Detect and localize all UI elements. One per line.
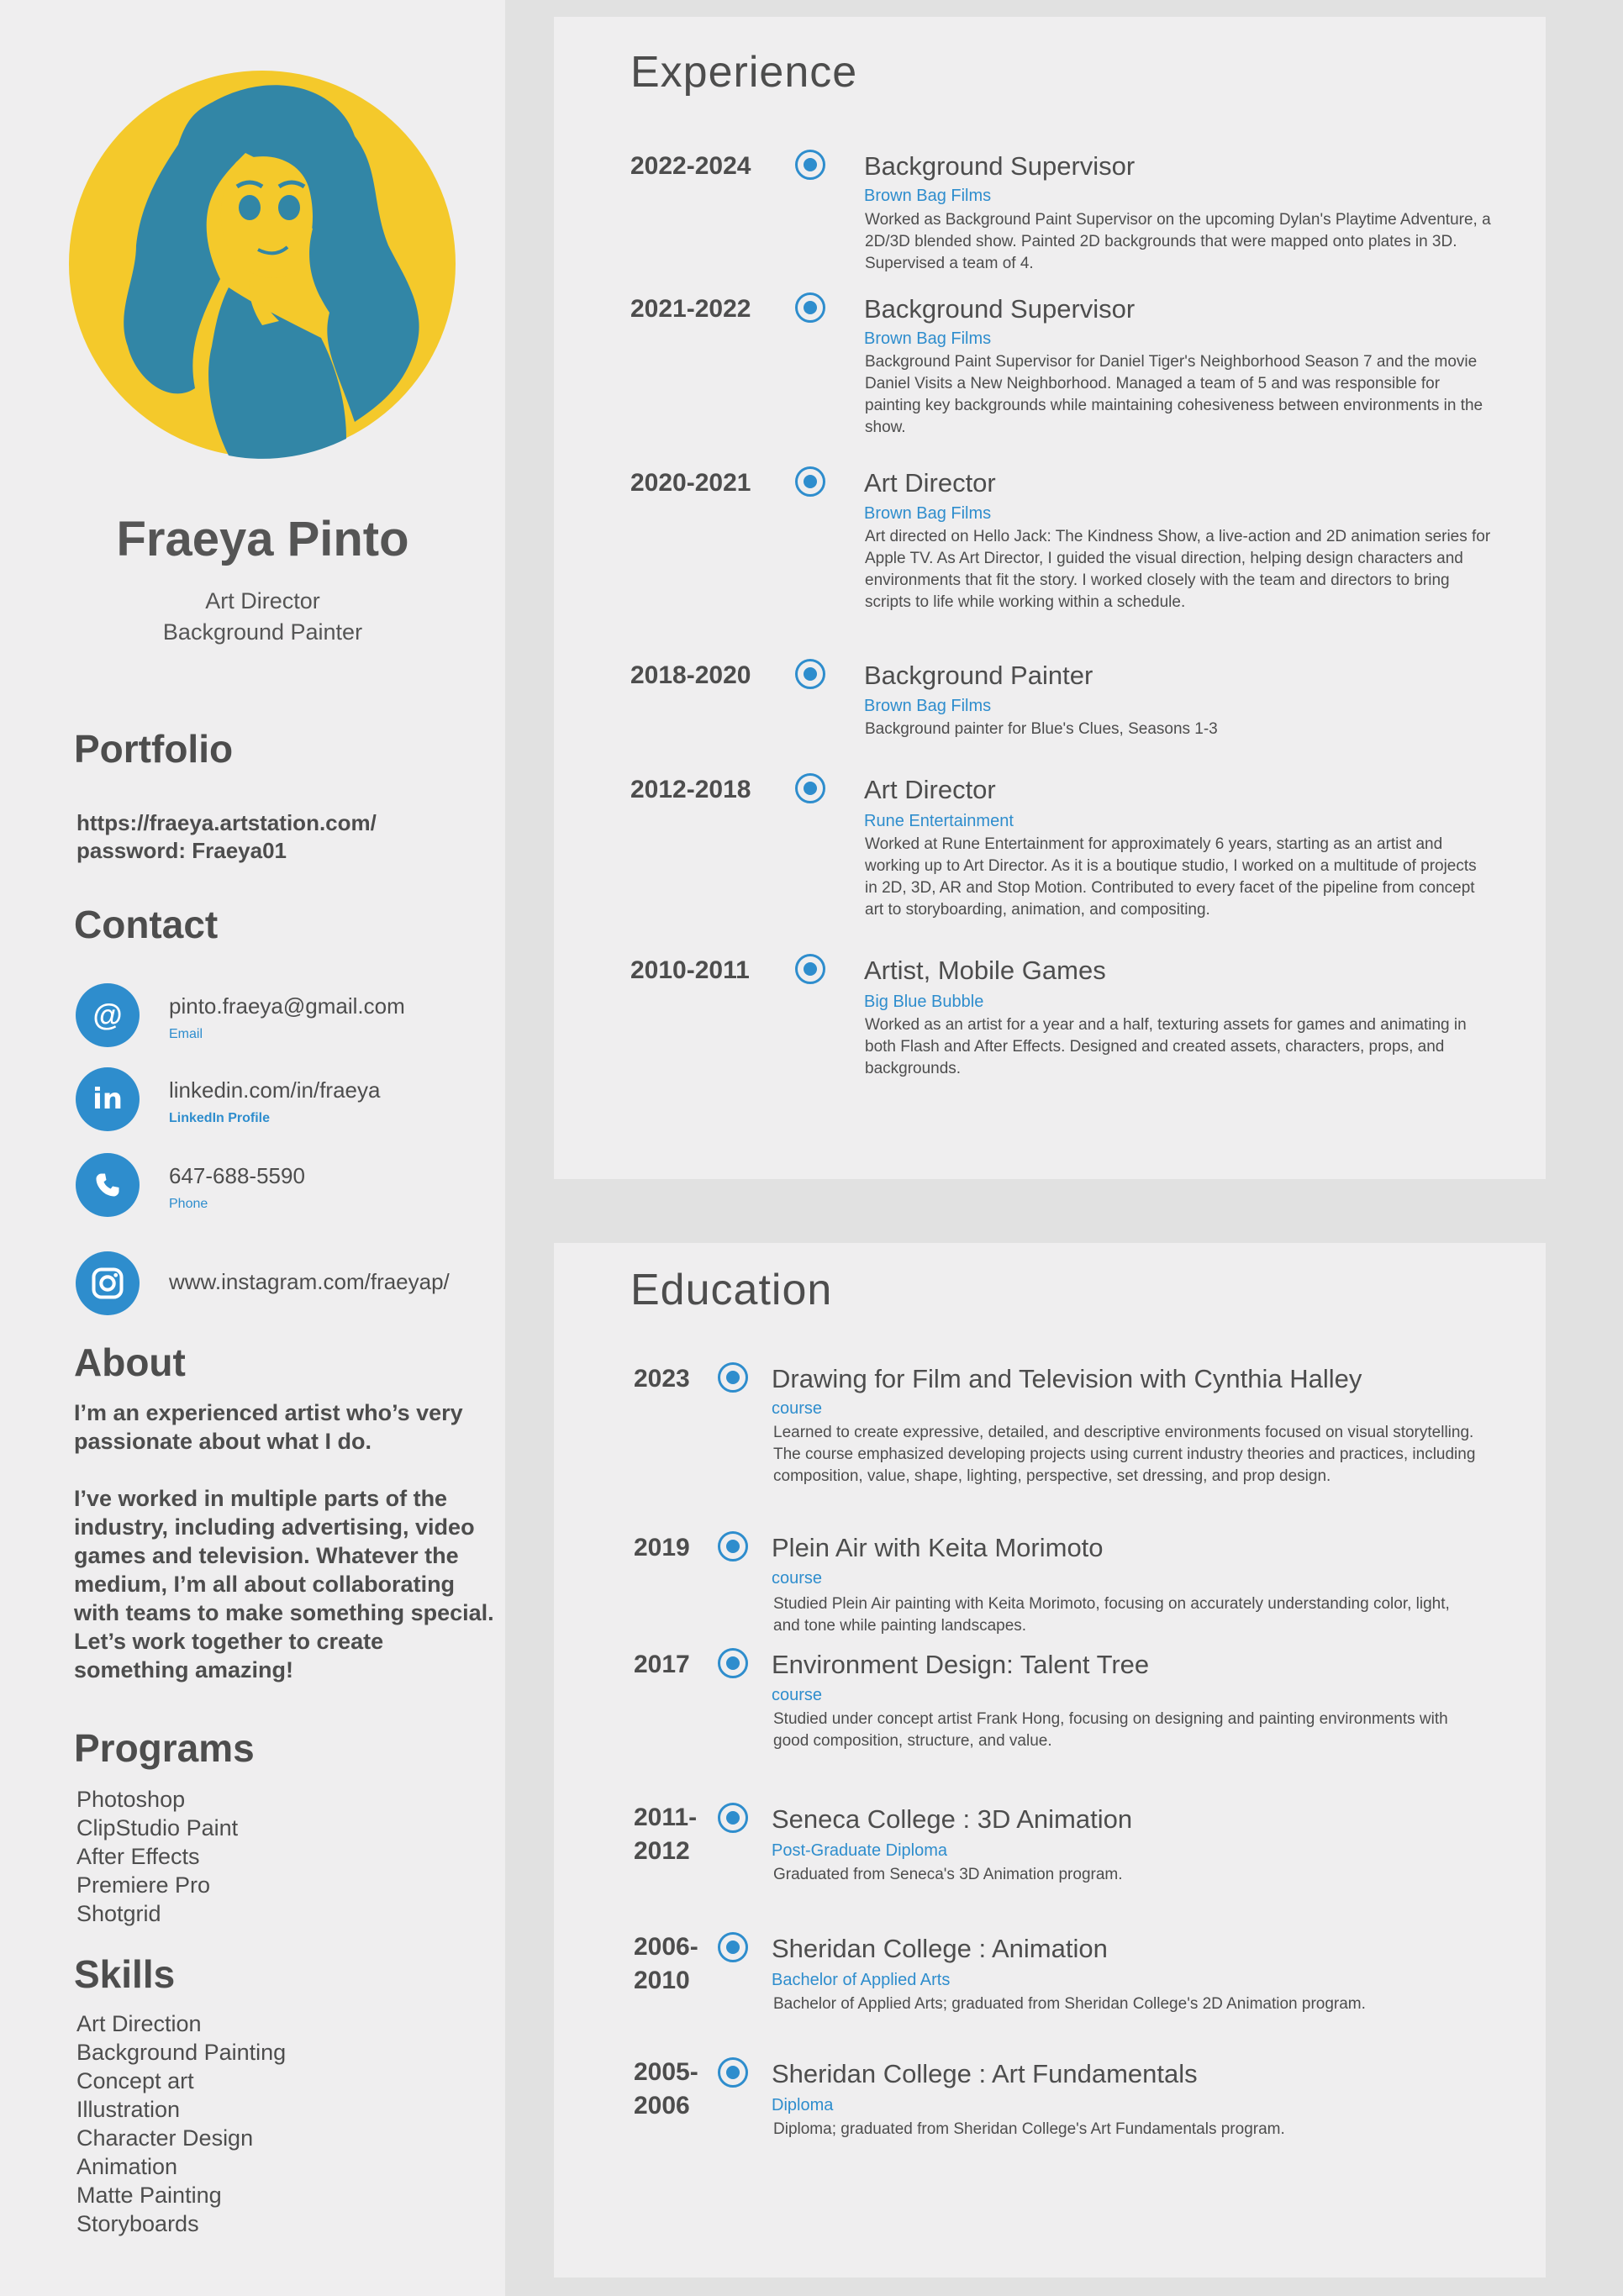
timeline-marker-icon bbox=[795, 292, 825, 323]
education-title: Drawing for Film and Television with Cynthia Halley bbox=[772, 1364, 1362, 1393]
experience-heading: Experience bbox=[630, 48, 858, 97]
experience-description: Background painter for Blue's Clues, Seasons 1-3 bbox=[865, 720, 1218, 738]
experience-company: Brown Bag Films bbox=[864, 697, 992, 715]
timeline-marker-icon bbox=[718, 2057, 748, 2088]
timeline-marker-icon bbox=[795, 659, 825, 689]
experience-company: Rune Entertainment bbox=[864, 812, 1014, 830]
about-text: I’ve worked in multiple parts of the industry, including advertising, video games and television. Whatever the medium, I’m all about collaborating with teams to make something special. Let’s work together to create something amazing! bbox=[74, 1486, 494, 1683]
phone-icon bbox=[76, 1153, 140, 1217]
skill-item: Animation bbox=[76, 2154, 178, 2179]
skill-item: Character Design bbox=[76, 2125, 254, 2151]
education-title: Environment Design: Talent Tree bbox=[772, 1650, 1150, 1679]
program-item: After Effects bbox=[76, 1844, 200, 1869]
contact-instagram[interactable]: www.instagram.com/fraeyap/ bbox=[169, 1269, 450, 1294]
profile-name: Fraeya Pinto bbox=[116, 512, 409, 566]
education-title: Seneca College : 3D Animation bbox=[772, 1804, 1133, 1834]
education-description: Studied Plein Air painting with Keita Morimoto, focusing on accurately understanding color, light, and tone while painting landscapes. bbox=[773, 1595, 1450, 1635]
timeline-marker-icon bbox=[718, 1803, 748, 1833]
education-type: Bachelor of Applied Arts bbox=[772, 1971, 951, 1989]
skill-item: Concept art bbox=[76, 2068, 194, 2093]
experience-company: Brown Bag Films bbox=[864, 187, 992, 205]
timeline-marker-icon bbox=[718, 1531, 748, 1561]
education-title: Sheridan College : Animation bbox=[772, 1934, 1108, 1963]
experience-title: Background Supervisor bbox=[864, 294, 1136, 324]
program-item: Photoshop bbox=[76, 1787, 186, 1812]
education-years: 2011-2012 bbox=[634, 1804, 698, 1865]
contact-label: Email bbox=[169, 1027, 203, 1041]
education-type: course bbox=[772, 1399, 823, 1418]
contact-label: LinkedIn Profile bbox=[169, 1111, 271, 1125]
portfolio-password: password: Fraeya01 bbox=[76, 838, 287, 863]
profile-role: Art Director bbox=[205, 588, 320, 613]
program-item: ClipStudio Paint bbox=[76, 1815, 239, 1840]
experience-description: Worked as Background Paint Supervisor on the upcoming Dylan's Playtime Adventure, a 2D/3D blended show. Painted 2D backgrounds that were mapped onto plates in 3D. Supervised a team of 4. bbox=[865, 211, 1491, 272]
linkedin-icon: in bbox=[76, 1067, 140, 1131]
experience-years: 2020-2021 bbox=[630, 469, 751, 497]
education-type: course bbox=[772, 1569, 823, 1588]
profile-role: Background Painter bbox=[162, 619, 363, 645]
programs-heading: Programs bbox=[74, 1726, 255, 1770]
about-heading: About bbox=[74, 1340, 186, 1384]
timeline-marker-icon bbox=[795, 466, 825, 497]
education-years: 2023 bbox=[634, 1365, 690, 1393]
skills-heading: Skills bbox=[74, 1952, 176, 1996]
education-years: 2005-2006 bbox=[634, 2058, 698, 2120]
experience-years: 2018-2020 bbox=[630, 661, 751, 689]
portfolio-link[interactable]: https://fraeya.artstation.com/ bbox=[76, 810, 377, 835]
contact-phone[interactable]: 647-688-5590 bbox=[169, 1163, 305, 1188]
portfolio-heading: Portfolio bbox=[74, 727, 234, 771]
experience-description: Worked at Rune Entertainment for approximately 6 years, starting as an artist and working up to Art Director. As it is a boutique studio, I worked on a multitude of projects in 2D, 3D, AR and Stop Motion. Contributed to every facet of the pipeline from concept art to storyboarding, animation, and compositing. bbox=[865, 835, 1477, 919]
program-item: Shotgrid bbox=[76, 1901, 161, 1926]
instagram-icon bbox=[76, 1251, 140, 1315]
education-years: 2017 bbox=[634, 1651, 690, 1678]
timeline-marker-icon bbox=[795, 773, 825, 803]
contact-label: Phone bbox=[169, 1197, 208, 1211]
experience-years: 2010-2011 bbox=[630, 956, 750, 984]
experience-title: Art Director bbox=[864, 468, 996, 498]
education-heading: Education bbox=[630, 1266, 833, 1314]
education-type: Post-Graduate Diploma bbox=[772, 1841, 947, 1860]
education-years: 2006-2010 bbox=[634, 1933, 698, 1994]
skill-item: Art Direction bbox=[76, 2011, 202, 2036]
experience-years: 2012-2018 bbox=[630, 776, 751, 803]
experience-title: Background Painter bbox=[864, 661, 1093, 690]
experience-description: Worked as an artist for a year and a half, texturing assets for games and animating in both Flash and After Effects. Designed and created assets, characters, props, and backgrounds. bbox=[865, 1016, 1467, 1077]
education-title: Plein Air with Keita Morimoto bbox=[772, 1533, 1104, 1562]
timeline-marker-icon bbox=[795, 150, 825, 180]
skill-item: Background Painting bbox=[76, 2040, 287, 2065]
skill-item: Illustration bbox=[76, 2097, 181, 2122]
contact-linkedin[interactable]: linkedin.com/in/fraeya bbox=[169, 1077, 381, 1103]
experience-description: Art directed on Hello Jack: The Kindness Show, a live-action and 2D animation series for Apple TV. As Art Director, I guided the visual direction, helping design characters and environments that fit the story. I worked closely with the team and directors to bring scripts to life while working within a schedule. bbox=[865, 528, 1491, 611]
experience-company: Brown Bag Films bbox=[864, 504, 992, 523]
avatar bbox=[69, 69, 456, 459]
program-item: Premiere Pro bbox=[76, 1872, 211, 1898]
skill-item: Storyboards bbox=[76, 2211, 199, 2236]
experience-company: Brown Bag Films bbox=[864, 329, 992, 348]
education-description: Diploma; graduated from Sheridan College's Art Fundamentals program. bbox=[773, 2120, 1285, 2138]
education-description: Learned to create expressive, detailed, and descriptive environments focused on visual storytelling. The course emphasized developing projects using current industry theories and practices, including composition, value, shape, lighting, perspective, set dressing, and prop design. bbox=[773, 1424, 1476, 1485]
experience-description: Background Paint Supervisor for Daniel Tiger's Neighborhood Season 7 and the movie Daniel Visits a New Neighborhood. Managed a team of 5 and was responsible for painting key backgrounds while maintaining cohesiveness between environments in the show. bbox=[865, 353, 1483, 436]
about-text: I’m an experienced artist who’s very passionate about what I do. bbox=[74, 1400, 463, 1454]
skill-item: Matte Painting bbox=[76, 2183, 222, 2208]
timeline-marker-icon bbox=[795, 954, 825, 984]
education-years: 2019 bbox=[634, 1534, 690, 1561]
experience-years: 2022-2024 bbox=[630, 152, 751, 180]
experience-title: Artist, Mobile Games bbox=[864, 956, 1106, 985]
contact-email[interactable]: pinto.fraeya@gmail.com bbox=[169, 993, 405, 1019]
sidebar bbox=[0, 0, 505, 2296]
experience-years: 2021-2022 bbox=[630, 295, 751, 323]
at-icon: @ bbox=[76, 983, 140, 1047]
education-type: course bbox=[772, 1686, 823, 1704]
contact-heading: Contact bbox=[74, 903, 219, 946]
experience-title: Background Supervisor bbox=[864, 151, 1136, 181]
timeline-marker-icon bbox=[718, 1648, 748, 1678]
education-title: Sheridan College : Art Fundamentals bbox=[772, 2059, 1198, 2088]
education-description: Studied under concept artist Frank Hong, focusing on designing and painting environments with good composition, structure, and value. bbox=[773, 1710, 1448, 1750]
education-description: Bachelor of Applied Arts; graduated from Sheridan College's 2D Animation program. bbox=[773, 1995, 1366, 2013]
experience-title: Art Director bbox=[864, 775, 996, 804]
education-description: Graduated from Seneca's 3D Animation program. bbox=[773, 1866, 1123, 1883]
education-type: Diploma bbox=[772, 2096, 834, 2114]
timeline-marker-icon bbox=[718, 1932, 748, 1962]
timeline-marker-icon bbox=[718, 1362, 748, 1393]
experience-company: Big Blue Bubble bbox=[864, 993, 984, 1011]
